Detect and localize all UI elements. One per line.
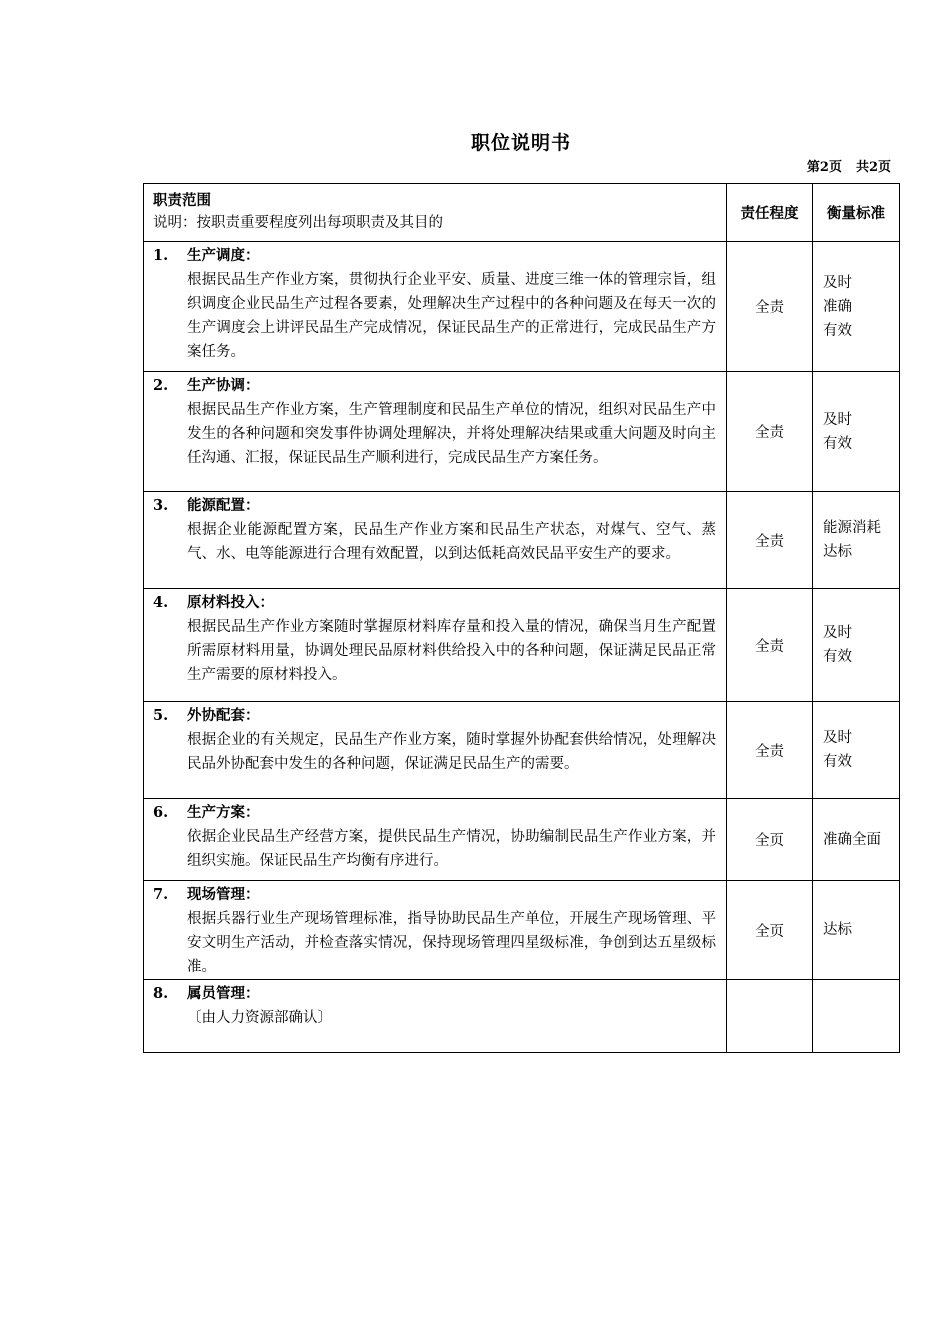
standard-cell: [813, 589, 900, 702]
standard-item: 准确全面: [823, 831, 881, 848]
duty-heading: [153, 494, 716, 518]
duty-name: 能源配置：: [187, 497, 260, 514]
duty-text: 根据兵器行业生产现场管理标准，指导协助民品生产单位，开展生产现场管理、平安文明生产活动，并检查落实情况，保持现场管理四星级标准，争创到达五星级标准。: [187, 911, 716, 975]
standard-cell: [813, 799, 900, 881]
scope-note: 说明：按职责重要程度列出每项职责及其目的: [153, 215, 443, 231]
table-header-row: [144, 184, 900, 242]
standard-item: 能源消耗: [823, 520, 881, 536]
table-row: [144, 492, 900, 589]
duty-heading: [153, 704, 716, 728]
duty-name: 生产方案：: [187, 804, 260, 821]
responsibility-level-cell: 全责: [727, 242, 813, 372]
duty-text: 根据民品生产作业方案，贯彻执行企业平安、质量、进度三维一体的管理宗旨，组织调度企业民品生产过程各要素，处理解决生产过程中的各种问题及在每天一次的生产调度会上讲评民品生产完成情况，保证民品生产的正常进行，完成民品生产方案任务。: [187, 272, 716, 360]
duty-description-cell: [144, 492, 727, 589]
document-title: 职位说明书: [470, 132, 571, 154]
standard-cell: [813, 242, 900, 372]
standard-item: 及时: [823, 411, 852, 428]
standard-cell: [813, 372, 900, 492]
standard-item: 准确: [823, 298, 852, 315]
responsibility-level-cell: 全页: [727, 799, 813, 881]
responsibility-level-cell: 全责: [727, 702, 813, 799]
duty-description-cell: [144, 372, 727, 492]
standard-header-cell: 衡量标准: [813, 184, 900, 242]
duty-text: 根据企业的有关规定，民品生产作业方案，随时掌握外协配套供给情况，处理解决民品外协配套中发生的各种问题，保证满足民品生产的需要。: [187, 732, 716, 772]
duty-number: 2.: [153, 377, 169, 394]
duty-description-cell: [144, 799, 727, 881]
standard-item: 达标: [823, 922, 852, 938]
resp-header-cell: 责任程度: [727, 184, 813, 242]
duty-number: 4.: [153, 594, 169, 611]
standard-item: 及时: [823, 274, 852, 291]
standard-cell: [813, 881, 900, 980]
standard-item: 有效: [823, 754, 852, 770]
table-row: [144, 702, 900, 799]
standard-item: 有效: [823, 649, 852, 665]
duty-name: 外协配套：: [187, 707, 260, 724]
standard-cell: [813, 980, 900, 1053]
duty-description-cell: [144, 589, 727, 702]
duty-number: 3.: [153, 497, 169, 514]
duty-heading: [153, 374, 716, 398]
standard-cell: [813, 702, 900, 799]
table-row: [144, 589, 900, 702]
page-indicator: [807, 156, 891, 175]
standard-item: 有效: [823, 435, 852, 452]
duty-table: [143, 183, 900, 1053]
duty-text: 根据民品生产作业方案，生产管理制度和民品生产单位的情况，组织对民品生产中发生的各种问题和突发事件协调处理解决，并将处理解决结果或重大问题及时向主任沟通、汇报，保证民品生产顺利进行，完成民品生产方案任务。: [187, 402, 716, 466]
duty-number: 6.: [153, 804, 169, 821]
responsibility-level-cell: [727, 980, 813, 1053]
table-row: [144, 799, 900, 881]
responsibility-level-cell: 全责: [727, 589, 813, 702]
duty-name: 现场管理：: [187, 886, 260, 903]
standard-item: 有效: [823, 322, 852, 339]
standard-cell: [813, 492, 900, 589]
page-total: 共2页: [855, 160, 891, 175]
duty-description-cell: [144, 881, 727, 980]
duty-number: 1.: [153, 247, 169, 264]
duty-text: 根据民品生产作业方案随时掌握原材料库存量和投入量的情况，确保当月生产配置所需原材料用量，协调处理民品原材料供给投入中的各种问题，保证满足民品正常生产需要的原材料投入。: [187, 619, 716, 683]
duty-description-cell: [144, 980, 727, 1053]
duty-name: 生产调度：: [187, 247, 260, 264]
page-current: 第2页: [806, 160, 842, 175]
duty-number: 5.: [153, 707, 169, 724]
table-row: [144, 980, 900, 1053]
responsibility-level-cell: 全责: [727, 492, 813, 589]
duty-text: 〔由人力资源部确认〕: [187, 1010, 332, 1026]
duty-heading: [153, 883, 716, 907]
standard-item: 达标: [823, 544, 852, 560]
duty-name: 生产协调：: [187, 377, 260, 394]
duty-table-body: [144, 242, 900, 1053]
duty-description-cell: [144, 242, 727, 372]
duty-name: 原材料投入：: [187, 594, 274, 611]
duty-text: 根据企业能源配置方案，民品生产作业方案和民品生产状态，对煤气、空气、蒸气、水、电等能源进行合理有效配置，以到达低耗高效民品平安生产的要求。: [187, 522, 716, 562]
standard-item: 及时: [823, 625, 852, 641]
scope-label: 职责范围: [153, 192, 211, 209]
duty-number: 8.: [153, 985, 169, 1002]
responsibility-level-cell: 全责: [727, 372, 813, 492]
duty-description-cell: [144, 702, 727, 799]
table-row: [144, 881, 900, 980]
duty-number: 7.: [153, 886, 169, 903]
table-row: [144, 242, 900, 372]
duty-text: 依据企业民品生产经营方案，提供民品生产情况，协助编制民品生产作业方案，并组织实施。保证民品生产均衡有序进行。: [187, 829, 716, 869]
scope-header-cell: [144, 184, 727, 242]
standard-item: 及时: [823, 730, 852, 746]
duty-name: 属员管理：: [187, 985, 260, 1002]
table-row: [144, 372, 900, 492]
duty-heading: [153, 801, 716, 825]
responsibility-level-cell: 全页: [727, 881, 813, 980]
duty-heading: [153, 244, 716, 268]
duty-heading: [153, 591, 716, 615]
duty-heading: [153, 982, 716, 1006]
